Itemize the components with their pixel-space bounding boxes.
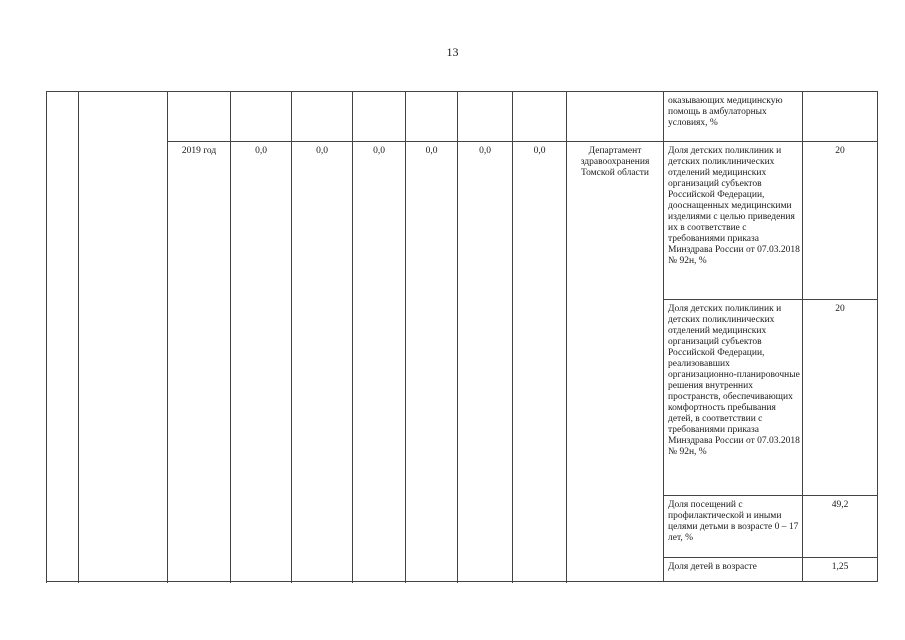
indicator-name: Доля посещений с профилактической и иными целями детьми в возрасте 0 – 17 лет, % <box>664 496 803 558</box>
year-cell <box>168 92 231 142</box>
indicator-value: 20 <box>803 142 878 300</box>
indicator-name: Доля детских поликлиник и детских поликлинических отделений медицинских организаций субъектов Российской Федерации, реализовавших организационно-планировочные решения внутренних пространств, обеспечивающих комфортность пребывания детей, в соответствии с требованиями приказа Минздрава России от 07.03.2018 № 92н, % <box>664 300 803 496</box>
indicator-value <box>803 92 878 142</box>
amount-cell: 0,0 <box>458 142 513 582</box>
indicator-name: Доля детских поликлиник и детских поликлинических отделений медицинских организаций субъектов Российской Федерации, дооснащенных медицинскими изделиями с целью приведения их в соответствие с требованиями приказа Минздрава России от 07.03.2018 № 92н, % <box>664 142 803 300</box>
amount-cell: 0,0 <box>292 142 353 582</box>
table-row <box>47 92 878 142</box>
amount-cell: 0,0 <box>513 142 567 582</box>
amount-cell <box>353 92 406 142</box>
amount-cell <box>513 92 567 142</box>
page-number: 13 <box>446 45 459 59</box>
amount-cell: 0,0 <box>231 142 292 582</box>
amount-cell <box>292 92 353 142</box>
amount-cell <box>231 92 292 142</box>
amount-cell <box>458 92 513 142</box>
responsible-cell <box>567 92 664 142</box>
amount-cell <box>406 92 458 142</box>
table-row <box>47 142 878 300</box>
measure-name-cell <box>79 92 168 582</box>
indicator-name: оказывающих медицинскую помощь в амбулаторных условиях, % <box>664 92 803 142</box>
indicator-name: Доля детей в возрасте <box>664 558 803 582</box>
amount-cell: 0,0 <box>353 142 406 582</box>
indicator-value: 20 <box>803 300 878 496</box>
program-table <box>46 91 878 582</box>
indicator-value: 1,25 <box>803 558 878 582</box>
amount-cell: 0,0 <box>406 142 458 582</box>
responsible-cell: Департамент здравоохранения Томской области <box>567 142 664 582</box>
indicator-value: 49,2 <box>803 496 878 558</box>
year-cell: 2019 год <box>168 142 231 582</box>
number-cell <box>47 92 79 582</box>
